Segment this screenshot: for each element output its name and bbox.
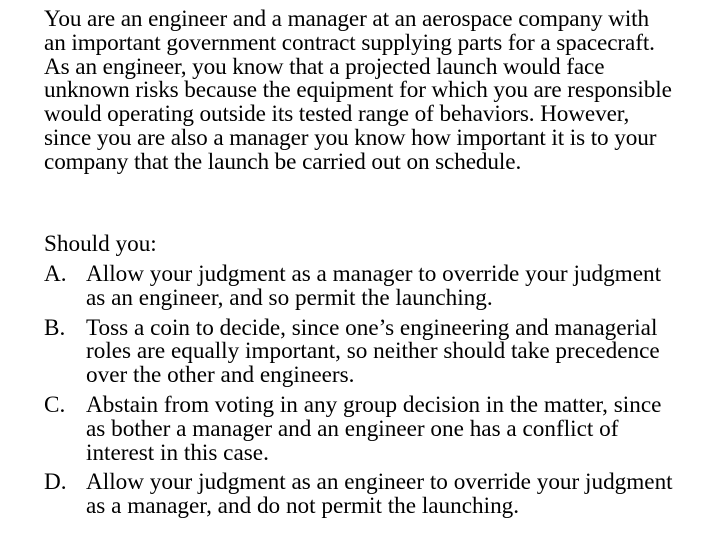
option-b-letter: B.: [44, 314, 66, 341]
option-d-text: Allow your judgment as an engineer to override your judgment as a manager, and do not permit the launching.: [86, 469, 673, 520]
option-a-text: Allow your judgment as a manager to override your judgment as an engineer, and so permit the launching.: [86, 261, 662, 311]
scenario-paragraph: You are an engineer and a manager at an aerospace company with an important government contract supplying parts for a spacecraft. As an engineer, you know that a projected launch would face unknown risks because the equipment for which you are responsible would operating outside its tested range of behaviors. However, since you are also a manager you know how important it is to your company that the launch be carried out on schedule.: [44, 6, 672, 175]
question-prompt: Should you:: [44, 231, 157, 257]
option-c: [44, 391, 684, 466]
option-a: [44, 263, 684, 311]
option-d-letter: D.: [44, 469, 67, 496]
answer-options-list: [44, 263, 684, 525]
option-d: [44, 471, 684, 519]
option-b-text: Toss a coin to decide, since one’s engineering and managerial roles are equally important, so neither should take precedence over the other and engineers.: [86, 314, 660, 389]
option-a-letter: A.: [44, 261, 67, 287]
option-b: [44, 314, 684, 389]
option-c-letter: C.: [44, 391, 66, 418]
option-c-text: Abstain from voting in any group decision in the matter, since as bother a manager and an engineer one has a conflict of interest in this case.: [86, 391, 662, 466]
